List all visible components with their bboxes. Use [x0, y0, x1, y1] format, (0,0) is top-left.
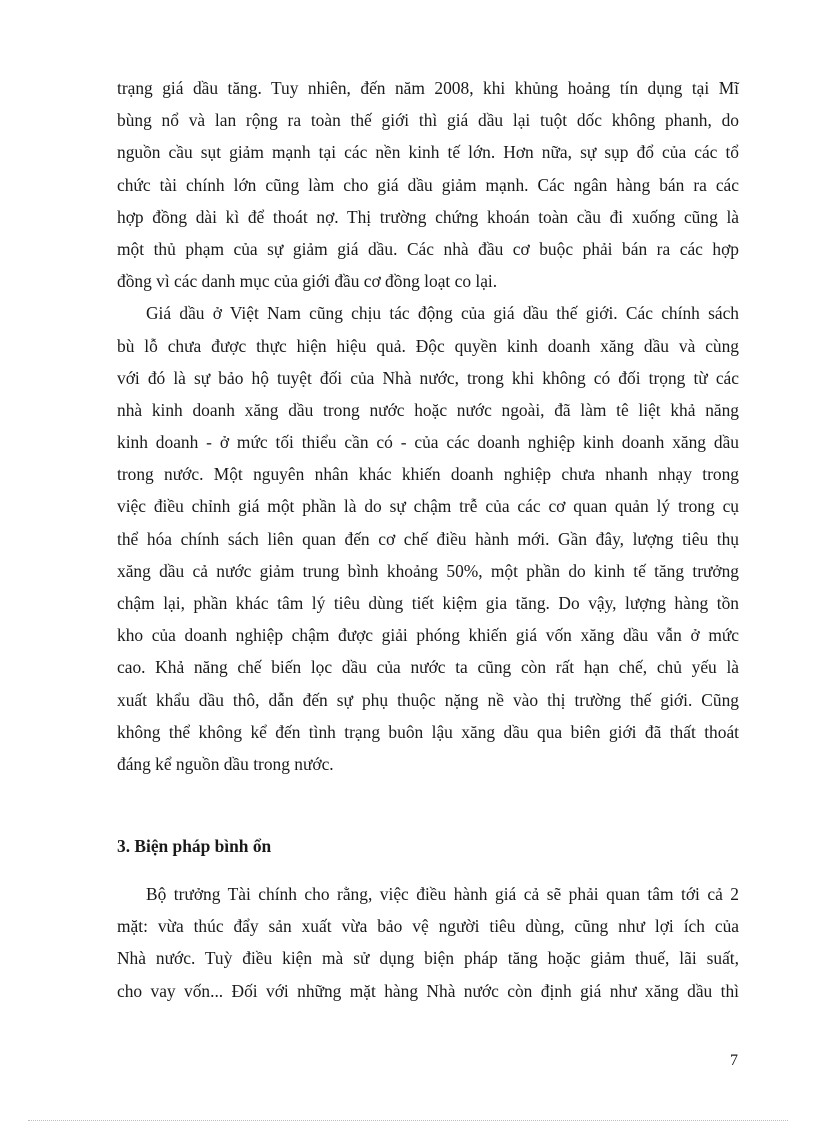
text-line: mặt: vừa thúc đẩy sản xuất vừa bảo vệ người tiêu dùng, cũng như lợi ích của: [117, 916, 739, 937]
text-line: Giá dầu ở Việt Nam cũng chịu tác động của giá dầu thế giới. Các chính sách: [146, 303, 739, 324]
paragraph-1: [117, 72, 739, 297]
text-line: kho của doanh nghiệp chậm được giải phóng khiến giá vốn xăng dầu vẫn ở mức: [117, 625, 739, 646]
text-line: cho vay vốn... Đối với những mặt hàng Nhà nước còn định giá như xăng dầu thì: [117, 980, 739, 1001]
text-line: xăng dầu cả nước giảm trung bình khoảng 50%, một phần do kinh tế tăng trưởng: [117, 560, 739, 581]
text-line: trạng giá dầu tăng. Tuy nhiên, đến năm 2008, khi khủng hoảng tín dụng tại Mĩ: [117, 78, 739, 98]
text-line: đồng vì các danh mục của giới đầu cơ đồng loạt co lại.: [117, 271, 498, 292]
text-line: không thể không kể đến tình trạng buôn lậu xăng dầu qua biên giới đã thất thoát: [117, 721, 739, 742]
text-line: nhà kinh doanh xăng dầu trong nước hoặc nước ngoài, đã làm tê liệt khả năng: [117, 399, 739, 420]
text-line: kinh doanh - ở mức tối thiểu cần có - của các doanh nghiệp kinh doanh xăng dầu: [117, 432, 739, 453]
text-line: với đó là sự bảo hộ tuyệt đối của Nhà nước, trong khi không có đối trọng từ các: [117, 367, 739, 388]
footer-divider: [28, 1120, 788, 1121]
text-line: chức tài chính lớn cũng làm cho giá dầu giảm mạnh. Các ngân hàng bán ra các: [117, 174, 739, 195]
page-number: 7: [730, 1052, 738, 1069]
text-line: việc điều chỉnh giá một phần là do sự chậm trễ của các cơ quan quản lý trong cụ: [117, 496, 739, 517]
text-line: chậm lại, phần khác tâm lý tiêu dùng tiết kiệm gia tăng. Do vậy, lượng hàng tồn: [117, 593, 739, 613]
text-line: bùng nổ và lan rộng ra toàn thế giới thì giá dầu lại tuột dốc không phanh, do: [117, 110, 739, 131]
text-line: bù lỗ chưa được thực hiện hiệu quả. Độc quyền kinh doanh xăng dầu và cùng: [117, 335, 739, 356]
text-line: thể hóa chính sách liên quan đến cơ chế điều hành mới. Gần đây, lượng tiêu thụ: [117, 528, 739, 549]
paragraph-3: [117, 878, 739, 1007]
text-line: một thủ phạm của sự giảm giá dầu. Các nhà đầu cơ buộc phải bán ra các hợp: [117, 238, 739, 259]
text-line: hợp đồng dài kì để thoát nợ. Thị trường chứng khoán toàn cầu đi xuống cũng là: [117, 206, 739, 227]
text-line: cao. Khả năng chế biến lọc dầu của nước ta cũng còn rất hạn chế, chủ yếu là: [117, 657, 739, 678]
body-text-block: [117, 72, 739, 780]
text-line: trong nước. Một nguyên nhân khác khiến doanh nghiệp chưa nhanh nhạy trong: [117, 464, 739, 485]
text-line: Nhà nước. Tuỳ điều kiện mà sử dụng biện pháp tăng hoặc giảm thuế, lãi suất,: [117, 948, 739, 969]
text-line: xuất khẩu dầu thô, dẫn đến sự phụ thuộc nặng nề vào thị trường thế giới. Cũng: [117, 689, 739, 710]
text-line: Bộ trưởng Tài chính cho rằng, việc điều hành giá cả sẽ phải quan tâm tới cả 2: [146, 884, 739, 904]
text-line: nguồn cầu sụt giảm mạnh tại các nền kinh tế lớn. Hơn nữa, sự sụp đổ của các tổ: [117, 142, 739, 163]
section-heading: 3. Biện pháp bình ổn: [117, 836, 272, 856]
text-line: đáng kể nguồn dầu trong nước.: [117, 753, 334, 774]
paragraph-2: [117, 297, 739, 780]
